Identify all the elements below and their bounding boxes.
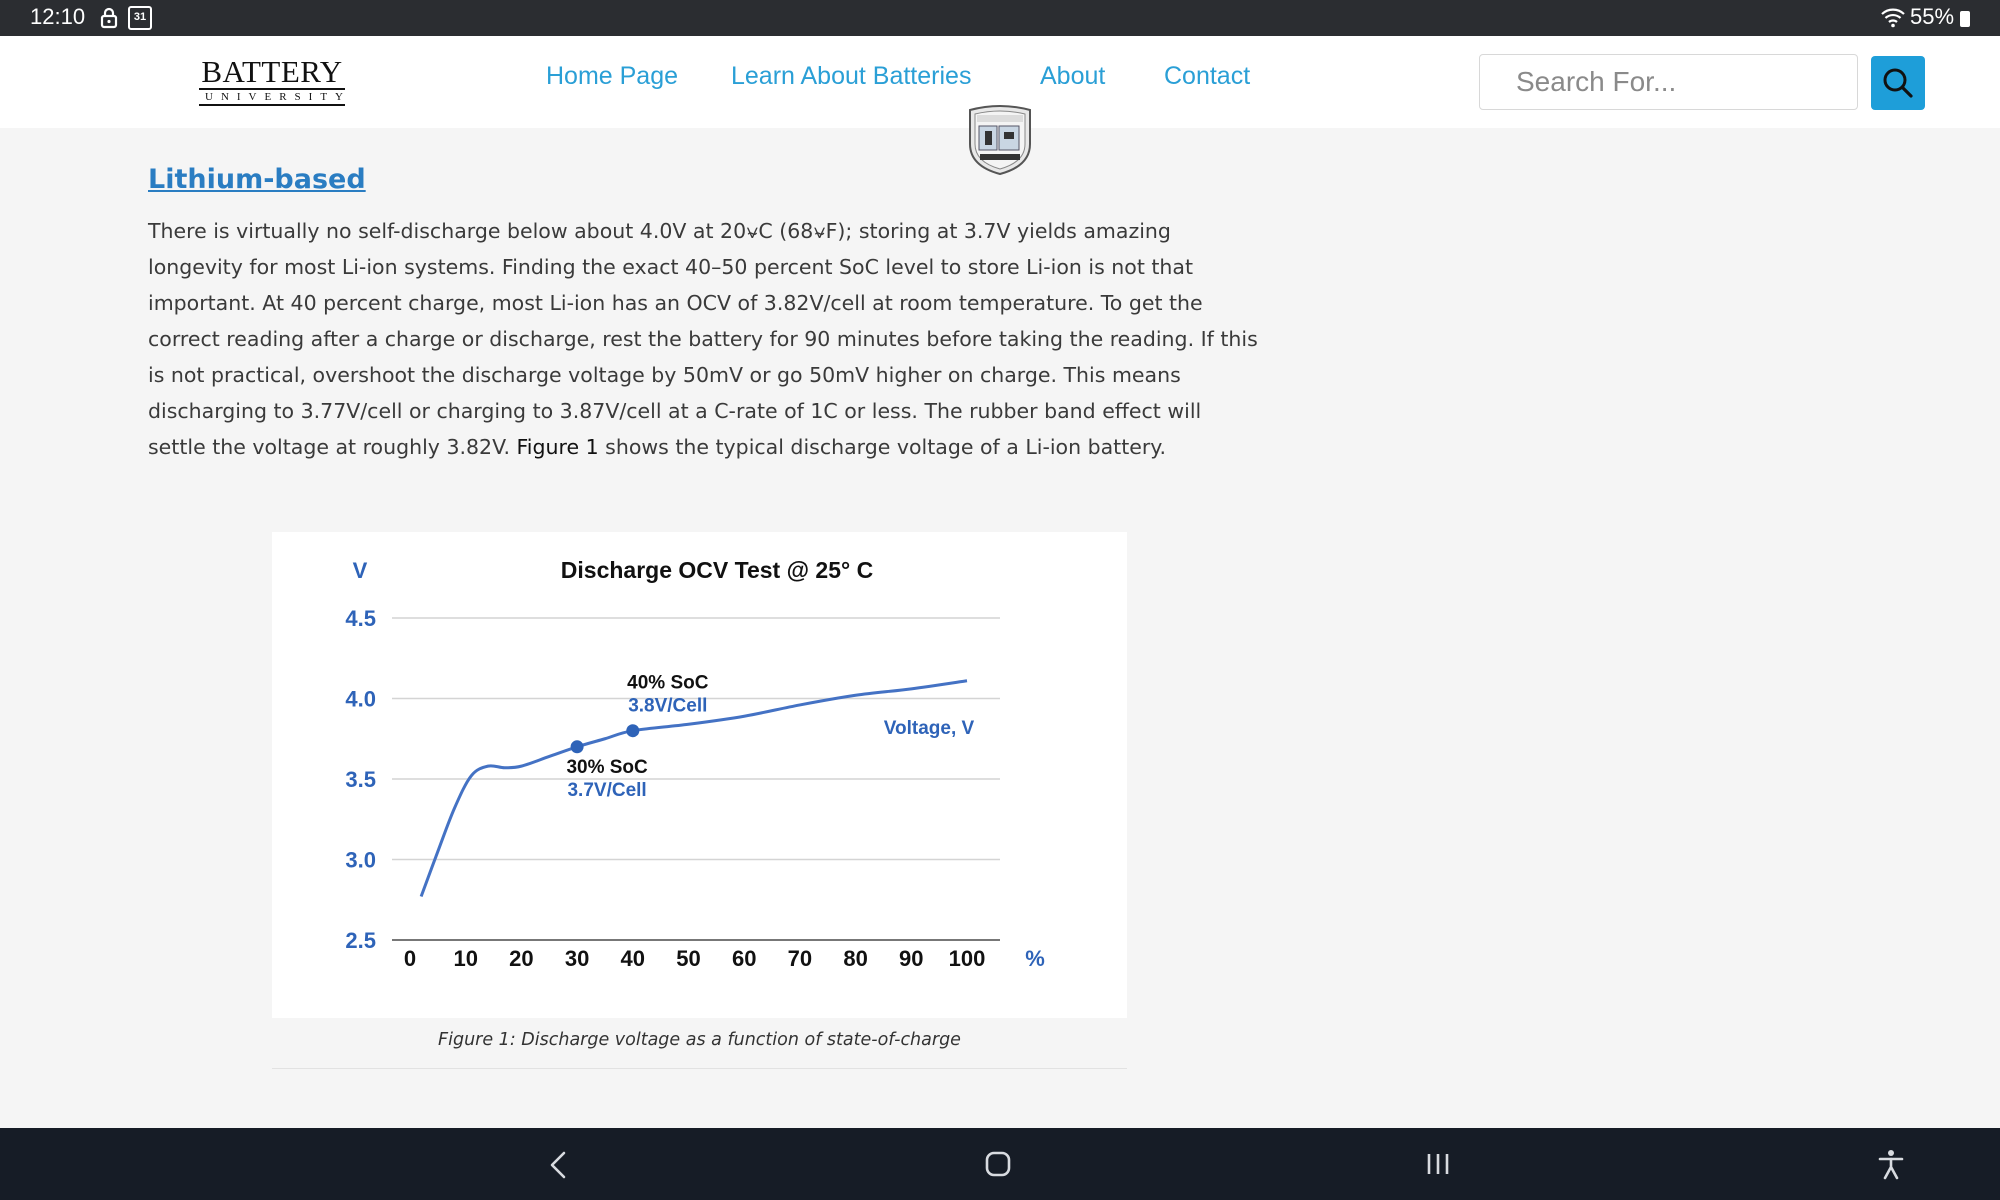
soc-annotation-label: 40% SoC [627,672,709,694]
x-axis-label: % [1025,946,1045,971]
soc-marker-point [626,724,639,737]
crest-emblem-icon [964,104,1036,176]
x-tick-label: 80 [843,946,868,971]
home-icon[interactable] [984,1150,1012,1178]
soc-annotation-voltage: 3.7V/Cell [567,779,647,801]
x-tick-label: 30 [564,946,590,971]
wifi-icon [1880,6,1906,28]
accessibility-icon[interactable] [1876,1148,1906,1180]
logo-bottom-text: UNIVERSITY [199,90,345,106]
logo-top-text: BATTERY [199,56,345,90]
status-time: 12:10 [30,4,86,29]
recent-apps-icon[interactable] [1424,1150,1452,1178]
soc-annotation-voltage: 3.8V/Cell [628,695,708,717]
paragraph-text-after: shows the typical discharge voltage of a Li-ion battery. [598,435,1166,459]
article-paragraph [148,213,1258,465]
discharge-ocv-chart [272,532,1127,1018]
x-tick-label: 60 [731,946,757,971]
y-tick-label: 3.0 [345,847,376,873]
caption-divider [272,1068,1127,1069]
section-title[interactable]: Lithium-based [148,164,366,195]
nav-about[interactable]: About [1040,62,1106,90]
x-tick-label: 20 [509,946,534,971]
soc-marker-point [571,740,584,753]
y-axis-label: V [352,558,368,583]
x-tick-label: 40 [620,946,646,971]
x-tick-label: 10 [453,946,478,971]
x-tick-label: 90 [899,946,924,971]
system-navigation-bar [0,1128,2000,1200]
series-label: Voltage, V [883,718,975,739]
nav-learn-about-batteries[interactable]: Learn About Batteries [731,62,972,90]
x-tick-label: 50 [676,946,701,971]
x-tick-label: 0 [403,946,417,971]
soc-annotation-label: 30% SoC [566,756,648,778]
chart-title: Discharge OCV Test @ 25° C [560,557,874,583]
battery-icon [1960,11,1970,27]
figure-1-card [272,532,1127,1018]
figure-1-reference: Figure 1 [516,435,599,459]
figure-caption: Figure 1: Discharge voltage as a function of state-of-charge [438,1030,961,1050]
status-bar [0,0,2000,36]
search-button[interactable] [1871,56,1925,110]
nav-contact[interactable]: Contact [1164,62,1251,90]
x-tick-label: 70 [787,946,813,971]
battery-percent: 55% [1910,4,1955,29]
y-tick-label: 3.5 [345,767,376,792]
back-icon[interactable] [546,1150,570,1180]
lock-icon [98,7,120,29]
battery-university-logo[interactable] [199,54,351,106]
search-icon [1882,67,1914,99]
y-tick-label: 4.5 [345,606,376,631]
nav-home-page[interactable]: Home Page [546,62,679,90]
calendar-icon: 31 [128,6,152,30]
y-tick-label: 2.5 [345,928,376,953]
x-tick-label: 100 [948,946,986,971]
search-input[interactable] [1479,54,1858,110]
paragraph-text-before: There is virtually no self-discharge below about 4.0V at 20⍱C (68⍱F); storing at 3.7V yields amazing longevity for most Li-ion systems. Finding the exact 40–50 percent SoC level to store Li-ion is not that important. At 40 percent charge, most Li-ion has an OCV of 3.82V/cell at room temperature. To get the correct reading after a charge or discharge, rest the battery for 90 minutes before taking the reading. If this is not practical, overshoot the discharge voltage by 50mV or go 50mV higher on charge. This means discharging to 3.77V/cell or charging to 3.87V/cell at a C-rate of 1C or less. The rubber band effect will settle the voltage at roughly 3.82V. [148,219,1258,459]
y-tick-label: 4.0 [345,686,376,712]
